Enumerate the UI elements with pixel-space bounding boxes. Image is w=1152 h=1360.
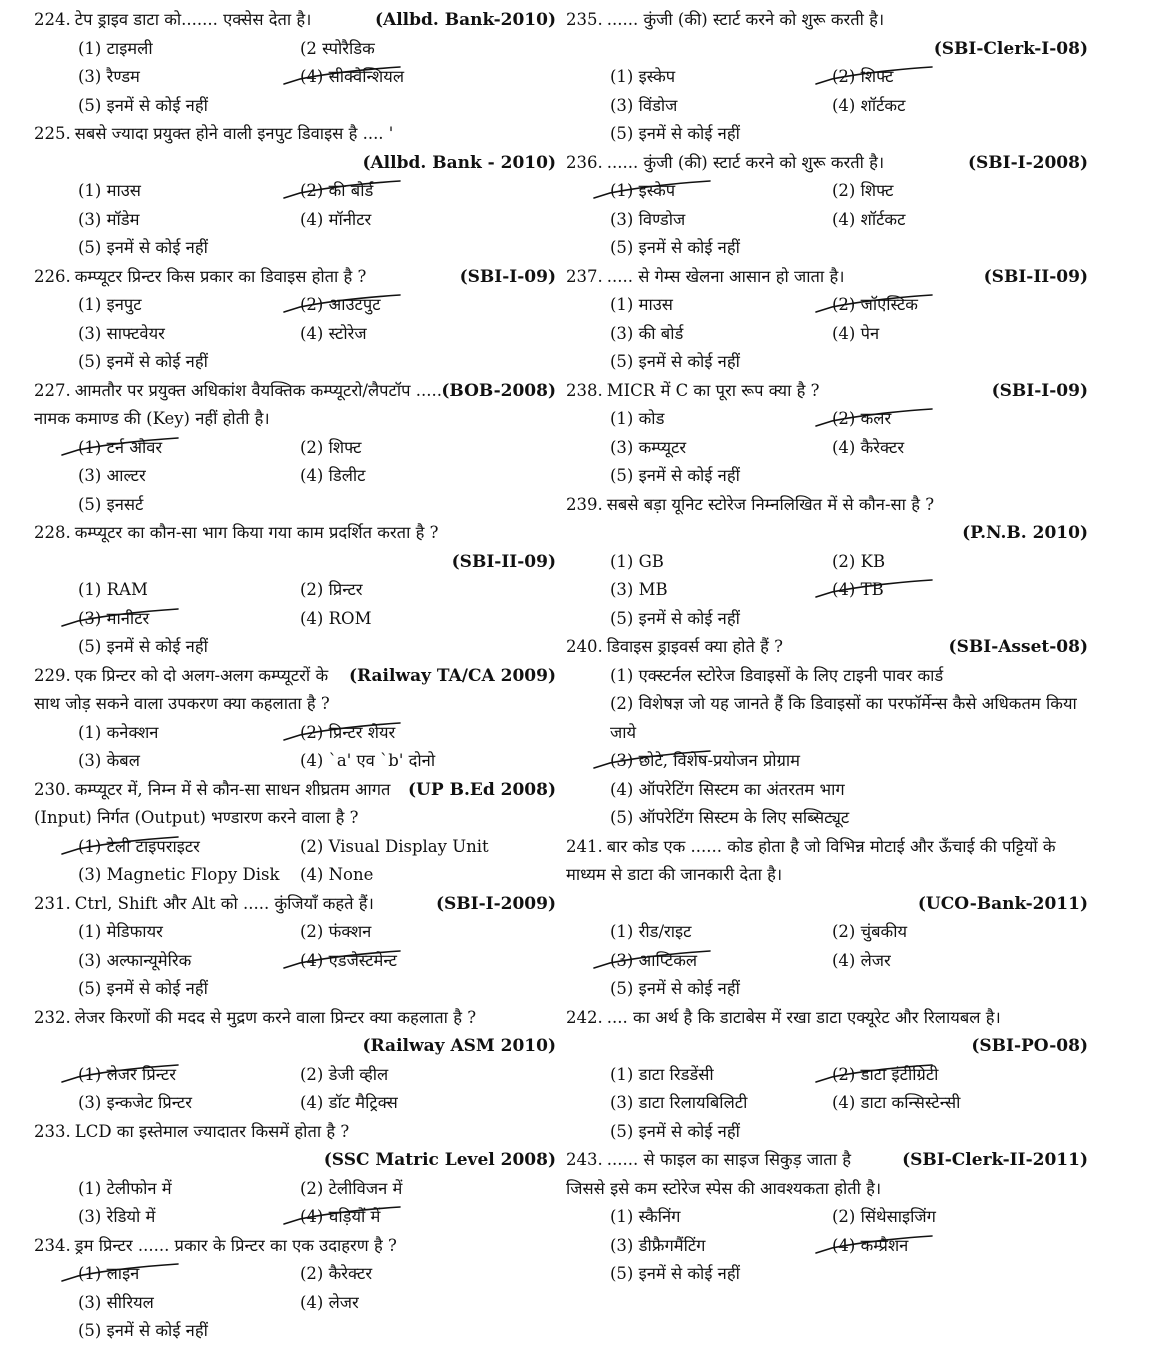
exam-source: (Allbd. Bank - 2010) xyxy=(362,152,556,173)
answer-option: (4) एडजेस्टमेन्ट xyxy=(300,947,556,976)
question-text xyxy=(566,149,1088,178)
answer-option: (3) रैण्डम xyxy=(78,67,140,86)
answer-option: (5) इनमें से कोई नहीं xyxy=(78,352,208,371)
answer-tick-mark xyxy=(280,1203,430,1231)
options-grid xyxy=(566,63,1088,149)
options-grid xyxy=(34,291,556,377)
question-block xyxy=(34,6,556,120)
answer-option: (2) KB xyxy=(832,551,886,571)
answer-option: (1) लेजर प्रिन्टर xyxy=(78,1061,300,1090)
answer-option: (5) इनमें से कोई नहीं xyxy=(610,352,740,371)
question-block xyxy=(34,263,556,377)
answer-option: (1) मेडिफायर xyxy=(78,922,163,941)
answer-tick-mark xyxy=(58,434,208,462)
answer-tick-mark xyxy=(590,947,740,975)
question-block xyxy=(566,263,1088,377)
exam-source: (Railway ASM 2010) xyxy=(362,1036,556,1056)
answer-option: (3) विंडोज xyxy=(610,95,678,115)
exam-source: (SBI-Asset-08) xyxy=(948,637,1088,657)
answer-option: (2 स्पोरैडिक xyxy=(300,38,375,58)
answer-option: (2) की बोर्ड xyxy=(300,177,556,206)
answer-option: (2) प्रिन्टर xyxy=(300,580,363,599)
question-stem: कम्प्यूटर प्रिन्टर किस प्रकार का डिवाइस होता है ? xyxy=(74,266,367,286)
question-number: 242. xyxy=(566,1007,603,1027)
answer-option: (5) इनमें से कोई नहीं xyxy=(610,1264,740,1283)
question-text xyxy=(34,1232,556,1261)
answer-option: (3) डाटा रिलायबिलिटी xyxy=(610,1093,748,1112)
answer-option: (2) डेजी व्हील xyxy=(300,1064,389,1084)
answer-tick-mark xyxy=(590,177,740,205)
question-block xyxy=(34,662,556,776)
question-text xyxy=(566,833,1088,890)
answer-option: (4) डाटा कन्सिस्टेन्सी xyxy=(832,1093,961,1112)
question-stem: आमतौर पर प्रयुक्त अधिकांश वैयक्तिक कम्प्यूटरो/लैपटॉप ..... नामक कमाण्ड की (Key) नहीं होती है। xyxy=(34,380,442,428)
question-stem: एक प्रिन्टर को दो अलग-अलग कम्प्यूटरों के साथ जोड़ सकने वाला उपकरण क्या कहलाता है ? xyxy=(34,665,330,713)
answer-option: (4) डॉट मैट्रिक्स xyxy=(300,1093,398,1112)
question-text xyxy=(566,377,1088,406)
options-grid xyxy=(566,548,1088,634)
exam-source: (Allbd. Bank-2010) xyxy=(374,10,556,30)
answer-option: (3) Magnetic Flopy Disk xyxy=(78,865,280,884)
exam-source: (UP B.Ed 2008) xyxy=(408,779,556,800)
question-stem: सबसे बड़ा यूनिट स्टोरेज निम्नलिखित में से कौन-सा है ? xyxy=(606,494,935,514)
answer-option: (5) ऑपरेटिंग सिस्टम के लिए सब्सिट्यूट xyxy=(610,808,850,827)
answer-option: (3) कम्प्यूटर xyxy=(610,437,687,457)
question-block xyxy=(34,120,556,263)
question-block xyxy=(566,633,1088,833)
question-block xyxy=(34,890,556,1004)
answer-tick-mark xyxy=(812,405,962,433)
answer-option: (1) GB xyxy=(610,551,664,571)
exam-source: (SBI-II-09) xyxy=(451,551,556,572)
answer-option: (1) RAM xyxy=(78,580,148,599)
answer-option: (4) `a' एव `b' दोनो xyxy=(300,751,436,770)
question-number: 241. xyxy=(566,836,603,856)
question-stem: MICR में C का पूरा रूप क्या है ? xyxy=(606,380,820,400)
question-block xyxy=(34,377,556,520)
exam-source: (SBI-Clerk-II-2011) xyxy=(902,1150,1088,1170)
exam-source: (P.N.B. 2010) xyxy=(962,523,1088,543)
question-block xyxy=(34,776,556,890)
question-text xyxy=(566,1004,1088,1033)
question-stem: LCD का इस्तेमाल ज्यादातर किसमें होता है ? xyxy=(74,1121,350,1141)
answer-option: (1) टेली टाइपराइटर xyxy=(78,833,300,862)
question-text xyxy=(566,263,1088,292)
answer-option: (4) कम्प्रैशन xyxy=(832,1232,1088,1261)
question-stem: कम्प्यूटर में, निम्न में से कौन-सा साधन शीघ्रतम आगत (Input) निर्गत (Output) भण्डारण करने वाला है ? xyxy=(34,779,391,827)
question-text xyxy=(566,491,1088,520)
exam-source: (SBI-I-2009) xyxy=(435,893,556,914)
answer-option: (3) डीफ्रैगमैंटिंग xyxy=(610,1235,706,1255)
question-number: 230. xyxy=(34,779,71,799)
exam-source: (UCO-Bank-2011) xyxy=(917,893,1088,914)
answer-option: (3) सीरियल xyxy=(78,1292,154,1312)
question-block xyxy=(34,1118,556,1232)
answer-option: (5) इनमें से कोई नहीं xyxy=(610,608,740,628)
answer-tick-mark xyxy=(280,719,430,747)
question-stem: टेप ड्राइव डाटा को....... एक्सेस देता है। xyxy=(74,10,312,29)
question-stem: Ctrl, Shift और Alt को ..... कुंजियाँ कहते हैं। xyxy=(74,893,374,913)
answer-option: (4) शॉर्टकट xyxy=(832,209,906,229)
answer-option: (4) पेन xyxy=(832,323,880,343)
question-stem: ...... कुंजी (की) स्टार्ट करने को शुरू करती है। xyxy=(606,152,885,172)
answer-option: (4) ROM xyxy=(300,608,372,628)
answer-option: (4) घड़ियों में xyxy=(300,1203,556,1232)
question-number: 235. xyxy=(566,10,603,29)
answer-option: (5) इनमें से कोई नहीं xyxy=(78,637,208,656)
options-grid xyxy=(34,177,556,263)
question-text xyxy=(566,633,1088,662)
answer-tick-mark xyxy=(280,947,430,975)
question-text xyxy=(34,377,556,434)
question-stem: लेजर किरणों की मदद से मुद्रण करने वाला प्रिन्टर क्या कहलाता है ? xyxy=(74,1007,477,1027)
question-number: 227. xyxy=(34,380,71,400)
answer-option: (2) चुंबकीय xyxy=(832,922,908,941)
answer-option: (5) इनमें से कोई नहीं xyxy=(78,979,208,998)
question-stem: ...... से फाइल का साइज सिकुड़ जाता है जिससे इसे कम स्टोरेज स्पेस की आवश्यकता होती है। xyxy=(566,1150,882,1198)
options-grid xyxy=(566,662,1088,833)
answer-option: (4) लेजर xyxy=(832,950,891,970)
answer-option: (1) इस्केप xyxy=(610,67,676,86)
answer-option: (3) केबल xyxy=(78,751,140,770)
question-block xyxy=(566,149,1088,263)
answer-tick-mark xyxy=(812,63,962,91)
question-number: 236. xyxy=(566,152,603,172)
answer-option: (3) मानीटर xyxy=(78,605,300,634)
exam-source: (SBI-I-09) xyxy=(991,380,1088,401)
left-column xyxy=(34,6,556,1346)
answer-option: (5) इनमें से कोई नहीं xyxy=(78,238,208,257)
answer-option: (4) TB xyxy=(832,576,1088,605)
question-block xyxy=(566,1004,1088,1147)
answer-option: (1) टर्न ओवर xyxy=(78,434,300,463)
question-text xyxy=(34,263,556,292)
question-block xyxy=(566,6,1088,149)
answer-option: (2) आउटपुट xyxy=(300,291,556,320)
question-block xyxy=(34,519,556,662)
answer-option: (5) इनमें से कोई नहीं xyxy=(610,238,740,257)
answer-option: (5) इनमें से कोई नहीं xyxy=(610,466,740,485)
answer-option: (3) अल्फान्यूमेरिक xyxy=(78,950,192,970)
answer-option: (5) इनमें से कोई नहीं xyxy=(610,124,740,143)
question-text xyxy=(34,1118,556,1147)
answer-option: (1) रीड/राइट xyxy=(610,922,692,941)
options-grid xyxy=(566,177,1088,263)
options-grid xyxy=(34,1260,556,1346)
exam-source: (SBI-II-09) xyxy=(983,266,1088,287)
answer-option: (1) टेलीफोन में xyxy=(78,1178,172,1198)
answer-option: (5) इनसर्ट xyxy=(78,494,144,514)
question-number: 234. xyxy=(34,1235,71,1255)
question-number: 238. xyxy=(566,380,603,400)
answer-option: (5) इनमें से कोई नहीं xyxy=(78,1321,208,1340)
answer-option: (1) लाइन xyxy=(78,1260,300,1289)
options-grid xyxy=(34,918,556,1004)
answer-option: (1) इनपुट xyxy=(78,295,142,314)
options-grid xyxy=(34,576,556,662)
question-block xyxy=(566,833,1088,1004)
answer-option: (3) रेडियो में xyxy=(78,1207,156,1226)
question-number: 225. xyxy=(34,124,71,143)
answer-tick-mark xyxy=(280,291,430,319)
answer-option: (2) डाटा इंटीग्रिटी xyxy=(832,1061,1088,1090)
options-grid xyxy=(34,1175,556,1232)
answer-option: (4) लेजर xyxy=(300,1292,359,1312)
options-grid xyxy=(566,918,1088,1004)
question-text xyxy=(34,6,556,35)
answer-tick-mark xyxy=(280,63,430,91)
options-grid xyxy=(566,405,1088,491)
question-stem: डिवाइस ड्राइवर्स क्या होते हैं ? xyxy=(606,637,784,656)
options-grid xyxy=(34,833,556,890)
answer-tick-mark xyxy=(812,1061,962,1089)
answer-option: (3) इन्कजेट प्रिन्टर xyxy=(78,1093,192,1112)
answer-option: (2) सिंथेसाइजिंग xyxy=(832,1207,936,1226)
question-stem: बार कोड एक ...... कोड होता है जो विभिन्न मोटाई और ऊँचाई की पट्टियों के माध्यम से डाटा की जानकारी देता है। xyxy=(566,836,1056,884)
question-number: 226. xyxy=(34,266,71,286)
question-text xyxy=(34,519,556,548)
question-stem: कम्प्यूटर का कौन-सा भाग किया गया काम प्रदर्शित करता है ? xyxy=(74,523,439,542)
options-grid xyxy=(34,35,556,121)
answer-option: (3) की बोर्ड xyxy=(610,323,684,343)
answer-option: (3) MB xyxy=(610,580,668,599)
exam-source: (SBI-Clerk-I-08) xyxy=(933,38,1088,59)
answer-option: (3) मॉडेम xyxy=(78,209,140,229)
answer-option: (1) स्कैनिंग xyxy=(610,1207,681,1226)
answer-option: (5) इनमें से कोई नहीं xyxy=(78,95,208,115)
answer-option: (1) माउस xyxy=(610,295,673,314)
question-number: 239. xyxy=(566,494,603,514)
exam-source: (BOB-2008) xyxy=(441,380,556,401)
question-number: 243. xyxy=(566,1150,603,1169)
answer-tick-mark xyxy=(812,576,962,604)
question-block xyxy=(566,1146,1088,1289)
answer-tick-mark xyxy=(812,1232,962,1260)
answer-option: (2) जॉएस्टिक xyxy=(832,291,1088,320)
question-text xyxy=(566,1146,1088,1203)
answer-option: (1) कोड xyxy=(610,409,665,428)
exam-source: (Railway TA/CA 2009) xyxy=(348,665,556,686)
question-stem: ..... से गेम्स खेलना आसान हो जाता है। xyxy=(606,266,845,286)
question-block xyxy=(566,491,1088,634)
question-number: 240. xyxy=(566,637,603,656)
question-number: 232. xyxy=(34,1007,71,1027)
question-text xyxy=(34,1004,556,1033)
answer-option: (3) विण्डोज xyxy=(610,209,686,229)
right-column xyxy=(566,6,1088,1289)
question-text xyxy=(34,662,556,719)
answer-tick-mark xyxy=(280,177,430,205)
answer-option: (4) डिलीट xyxy=(300,466,366,485)
question-block xyxy=(34,1232,556,1346)
question-text xyxy=(566,6,1088,35)
exam-source: (SBI-I-2008) xyxy=(967,152,1088,173)
answer-option: (1) इस्केप xyxy=(610,177,832,206)
answer-option: (2) शिफ्ट xyxy=(832,63,1088,92)
answer-option: (5) इनमें से कोई नहीं xyxy=(610,979,740,998)
answer-option: (2) कैरेक्टर xyxy=(300,1264,373,1283)
answer-tick-mark xyxy=(58,1061,208,1089)
answer-option: (2) प्रिन्टर शेयर xyxy=(300,719,556,748)
question-number: 224. xyxy=(34,10,71,29)
question-number: 233. xyxy=(34,1121,71,1141)
answer-option: (1) कनेक्शन xyxy=(78,722,159,742)
options-grid xyxy=(34,1061,556,1118)
answer-option: (2) विशेषज्ञ जो यह जानते हैं कि डिवाइसों का परफॉर्मेन्स कैसे अधिकतम किया जाये xyxy=(610,694,1077,742)
question-text xyxy=(34,120,556,149)
question-block xyxy=(566,377,1088,491)
answer-option: (2) कलर xyxy=(832,405,1088,434)
options-grid xyxy=(566,1061,1088,1147)
answer-option: (1) माउस xyxy=(78,181,141,200)
question-text xyxy=(34,890,556,919)
question-stem: सबसे ज्यादा प्रयुक्त होने वाली इनपुट डिवाइस है .... ' xyxy=(74,124,394,143)
options-grid xyxy=(566,291,1088,377)
options-grid xyxy=(34,434,556,520)
question-number: 231. xyxy=(34,893,71,913)
question-stem: ...... कुंजी (की) स्टार्ट करने को शुरू करती है। xyxy=(606,10,885,29)
answer-tick-mark xyxy=(590,747,740,775)
question-block xyxy=(34,1004,556,1118)
answer-option: (4) स्टोरेज xyxy=(300,323,367,343)
question-number: 229. xyxy=(34,665,71,685)
answer-tick-mark xyxy=(58,833,208,861)
question-number: 228. xyxy=(34,523,71,542)
answer-option: (3) छोटे, विशेष-प्रयोजन प्रोग्राम xyxy=(610,747,1088,776)
answer-option: (2) टेलीविजन में xyxy=(300,1178,403,1198)
answer-option: (1) एक्स्टर्नल स्टोरेज डिवाइसों के लिए टाइनी पावर कार्ड xyxy=(610,665,944,685)
answer-option: (2) शिफ्ट xyxy=(300,437,362,457)
answer-option: (4) शॉर्टकट xyxy=(832,95,906,115)
answer-option: (5) इनमें से कोई नहीं xyxy=(610,1121,740,1141)
answer-tick-mark xyxy=(58,1260,208,1288)
answer-option: (3) आप्टिकल xyxy=(610,947,832,976)
answer-option: (4) ऑपरेटिंग सिस्टम का अंतरतम भाग xyxy=(610,779,845,799)
question-stem: .... का अर्थ है कि डाटाबेस में रखा डाटा एक्यूरेट और रिलायबल है। xyxy=(606,1007,1001,1027)
question-stem: ड्रम प्रिन्टर ...... प्रकार के प्रिन्टर का एक उदाहरण है ? xyxy=(74,1235,397,1255)
question-text xyxy=(34,776,556,833)
options-grid xyxy=(566,1203,1088,1289)
question-number: 237. xyxy=(566,266,603,286)
options-grid xyxy=(34,719,556,776)
answer-option: (4) None xyxy=(300,865,374,884)
exam-source: (SSC Matric Level 2008) xyxy=(323,1150,556,1170)
answer-option: (2) Visual Display Unit xyxy=(300,836,489,856)
answer-option: (4) सीक्वेन्शियल xyxy=(300,63,556,92)
exam-source: (SBI-I-09) xyxy=(459,266,556,287)
answer-option: (2) शिफ्ट xyxy=(832,181,894,200)
answer-option: (3) साफ्टवेयर xyxy=(78,323,165,343)
answer-option: (4) मॉनीटर xyxy=(300,209,372,229)
answer-tick-mark xyxy=(812,291,962,319)
answer-option: (2) फंक्शन xyxy=(300,922,372,941)
answer-option: (1) टाइमली xyxy=(78,38,153,58)
answer-tick-mark xyxy=(58,605,208,633)
answer-option: (4) कैरेक्टर xyxy=(832,437,905,457)
answer-option: (3) आल्टर xyxy=(78,466,146,485)
exam-source: (SBI-PO-08) xyxy=(971,1036,1088,1056)
answer-option: (1) डाटा रिडडेंसी xyxy=(610,1064,714,1084)
